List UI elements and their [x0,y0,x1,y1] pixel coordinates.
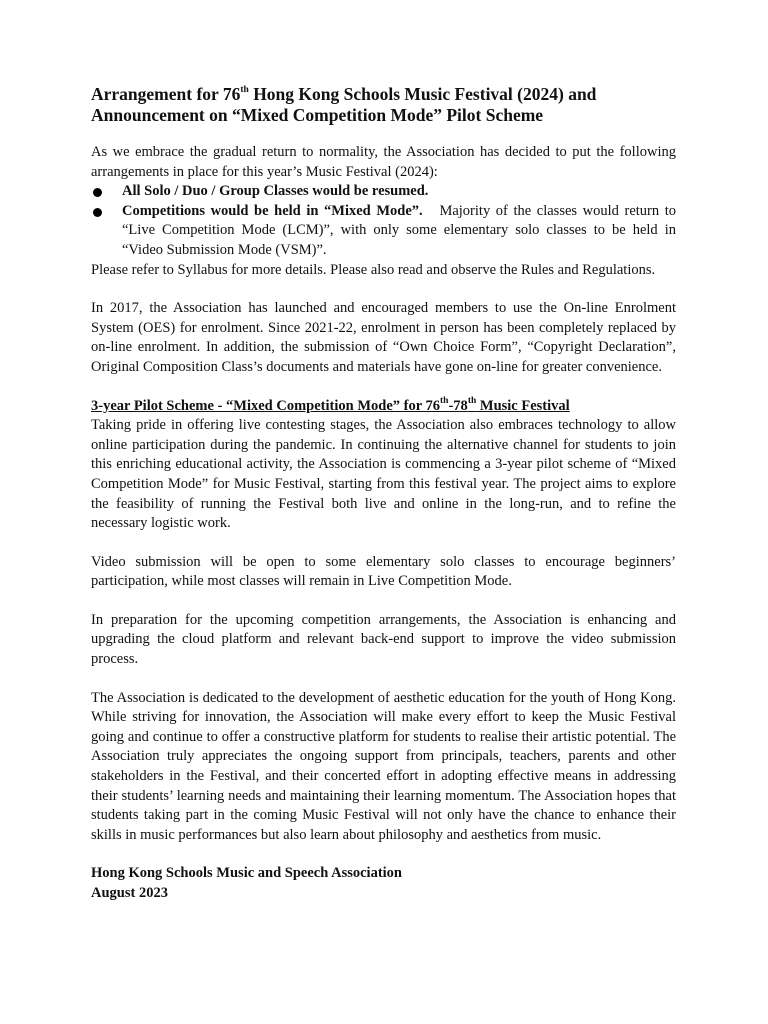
pilot-heading-part2: -78 [448,397,468,414]
bullet-icon [93,208,102,217]
pilot-paragraph-4: The Association is dedicated to the development of aesthetic education for the youth of Hong Kong. While striving for innovation, the Association will make every effort to keep the Music Festival going and continue to offer a constructive platform for students to realise their artistic potential. The Association truly appreciates the ongoing support from principals, teachers, parents and other stakeholders in the Festival, and their concerted effort in adopting effective means in addressing their students’ learning needs and maintaining their learning momentum. The Association hopes that students taking part in the coming Music Festival will not only have the chance to enhance their skills in music performances but also learn about philosophy and aesthetics from music. [91,689,676,843]
bullet-bold: All Solo / Duo / Group Classes would be resumed. [122,183,429,200]
refer-paragraph: Please refer to Syllabus for more details. Please also read and observe the Rules and Regulations. [91,261,656,278]
document-title [91,84,676,126]
pilot-heading-part3: Music Festival [476,397,570,414]
bullet-bold: Competitions would be held in “Mixed Mode”. [122,202,423,219]
pilot-paragraph-3: In preparation for the upcoming competition arrangements, the Association is enhancing and upgrading the cloud platform and relevant back-end support to improve the video submission process. [91,611,676,668]
title-line2: Announcement on “Mixed Competition Mode” Pilot Scheme [91,105,544,125]
signature-org: Hong Kong Schools Music and Speech Association [91,865,402,882]
intro-paragraph: As we embrace the gradual return to normality, the Association has decided to put the following arrangements in place for this year’s Music Festival (2024): [91,144,676,180]
pilot-heading-part1: 3-year Pilot Scheme - “Mixed Competition Mode” for 76 [91,397,441,414]
pilot-paragraph-1: Taking pride in offering live contesting stages, the Association also embraces technology to allow online participation during the pandemic. In continuing the alternative channel for students to join this enriching educational activity, the Association is commencing a 3-year pilot scheme of “Mixed Competition Mode” for Music Festival, starting from this festival year. The project aims to explore the feasibility of running the Festival both live and online in the long-run, and to refine the necessary logistic work. [91,417,676,532]
oes-paragraph: In 2017, the Association has launched and encouraged members to use the On-line Enrolment System (OES) for enrolment. Since 2021-22, enrolment in person has been completely replaced by on-line enrolment. In addition, the submission of “Own Choice Form”, “Copyright Declaration”, Original Composition Class’s documents and materials have gone on-line for greater convenience. [91,300,676,375]
list-item [91,182,676,202]
bullet-text: Majority of the classes would return to “Live Competition Mode (LCM)”, with only some elementary solo classes to be held in “Video Submission Mode (VSM)”. [122,202,680,258]
title-sup: th [240,85,249,96]
pilot-paragraph-2: Video submission will be open to some elementary solo classes to encourage beginners’ participation, while most classes will remain in Live Competition Mode. [91,553,676,590]
signature-date: August 2023 [91,885,168,901]
arrangement-list [91,182,680,260]
pilot-heading-sup1: th [440,395,449,406]
document-page [91,84,680,904]
pilot-scheme-heading [91,397,676,417]
pilot-heading-sup2: th [467,395,477,406]
title-part2: Hong Kong Schools Music Festival (2024) and [248,84,597,104]
bullet-icon [93,188,102,197]
signature-block [91,864,676,903]
title-part1: Arrangement for 76 [91,84,241,104]
list-item [91,202,680,261]
